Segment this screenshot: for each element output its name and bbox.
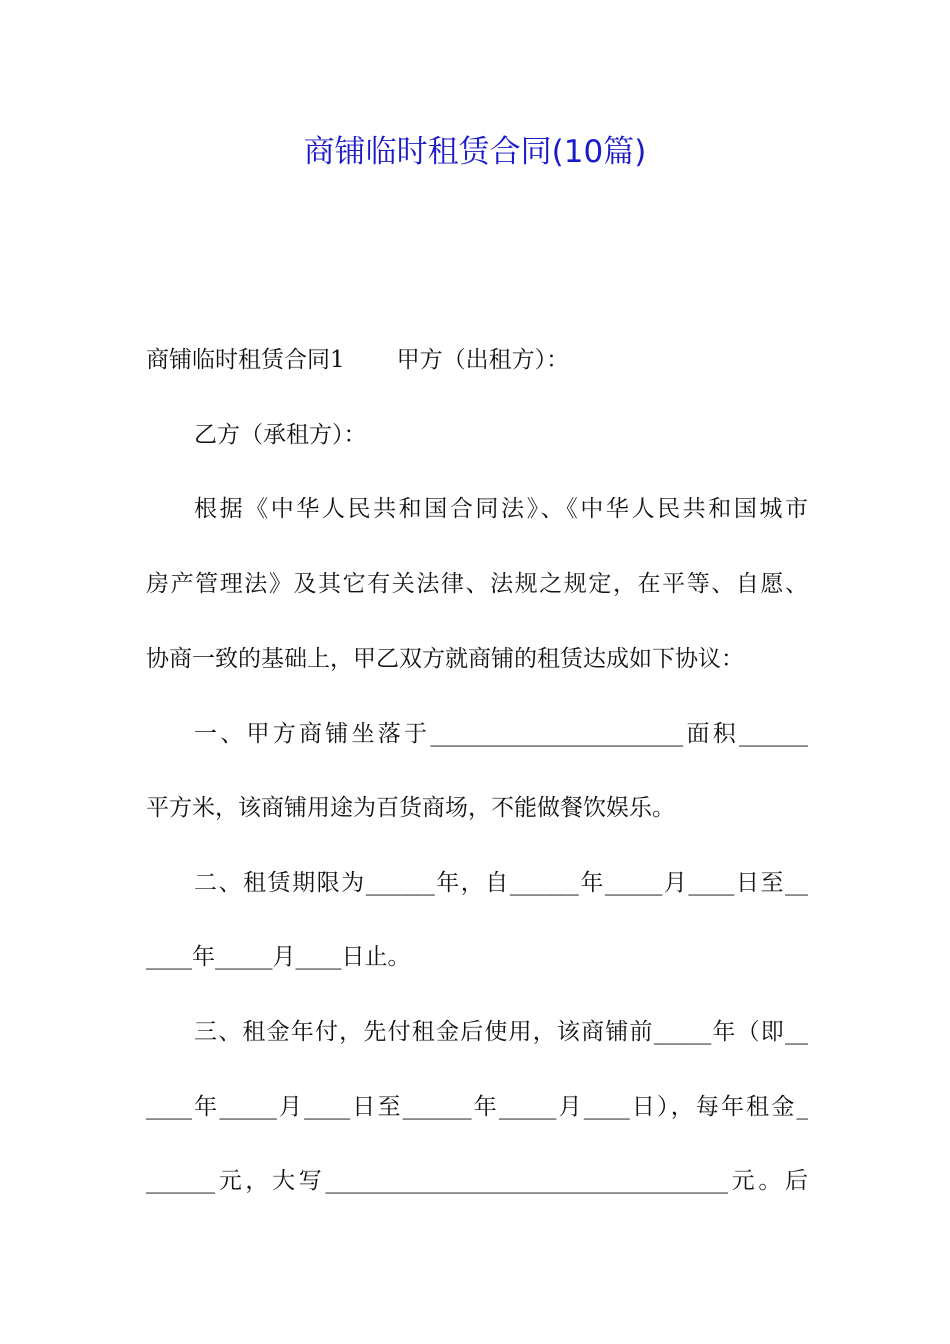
party-a-label: 甲方（出租方）：: [396, 347, 570, 373]
document-title: 商铺临时租赁合同(10篇): [303, 134, 647, 170]
paragraph-line: 房产管理法》及其它有关法律、法规之规定，在平等、自愿、: [146, 571, 808, 597]
clause-line: ____年_____月____日至______年_____月____日），每年租金_: [146, 1094, 808, 1120]
paragraph-line: 根据《中华人民共和国合同法》、《中华人民共和国城市: [194, 496, 808, 522]
contract-heading: 商铺临时租赁合同1: [146, 347, 345, 373]
paragraph-line: 协商一致的基础上，甲乙双方就商铺的租赁达成如下协议：: [146, 646, 744, 672]
clause-line: ______元，大写___________________________________元。后: [146, 1168, 808, 1194]
clause-line: 二、租赁期限为______年，自______年_____月____日至__: [194, 870, 808, 896]
clause-line: 平方米，该商铺用途为百货商场，不能做餐饮娱乐。: [146, 795, 675, 821]
clause-line: 三、租金年付，先付租金后使用，该商铺前_____年（即__: [194, 1019, 808, 1045]
paragraph-line-heading: [146, 343, 808, 377]
party-b-line: 乙方（承租方）：: [194, 422, 367, 448]
clause-line: 一、甲方商铺坐落于______________________面积______: [194, 721, 808, 747]
clause-line: ____年_____月____日止。: [146, 944, 411, 970]
